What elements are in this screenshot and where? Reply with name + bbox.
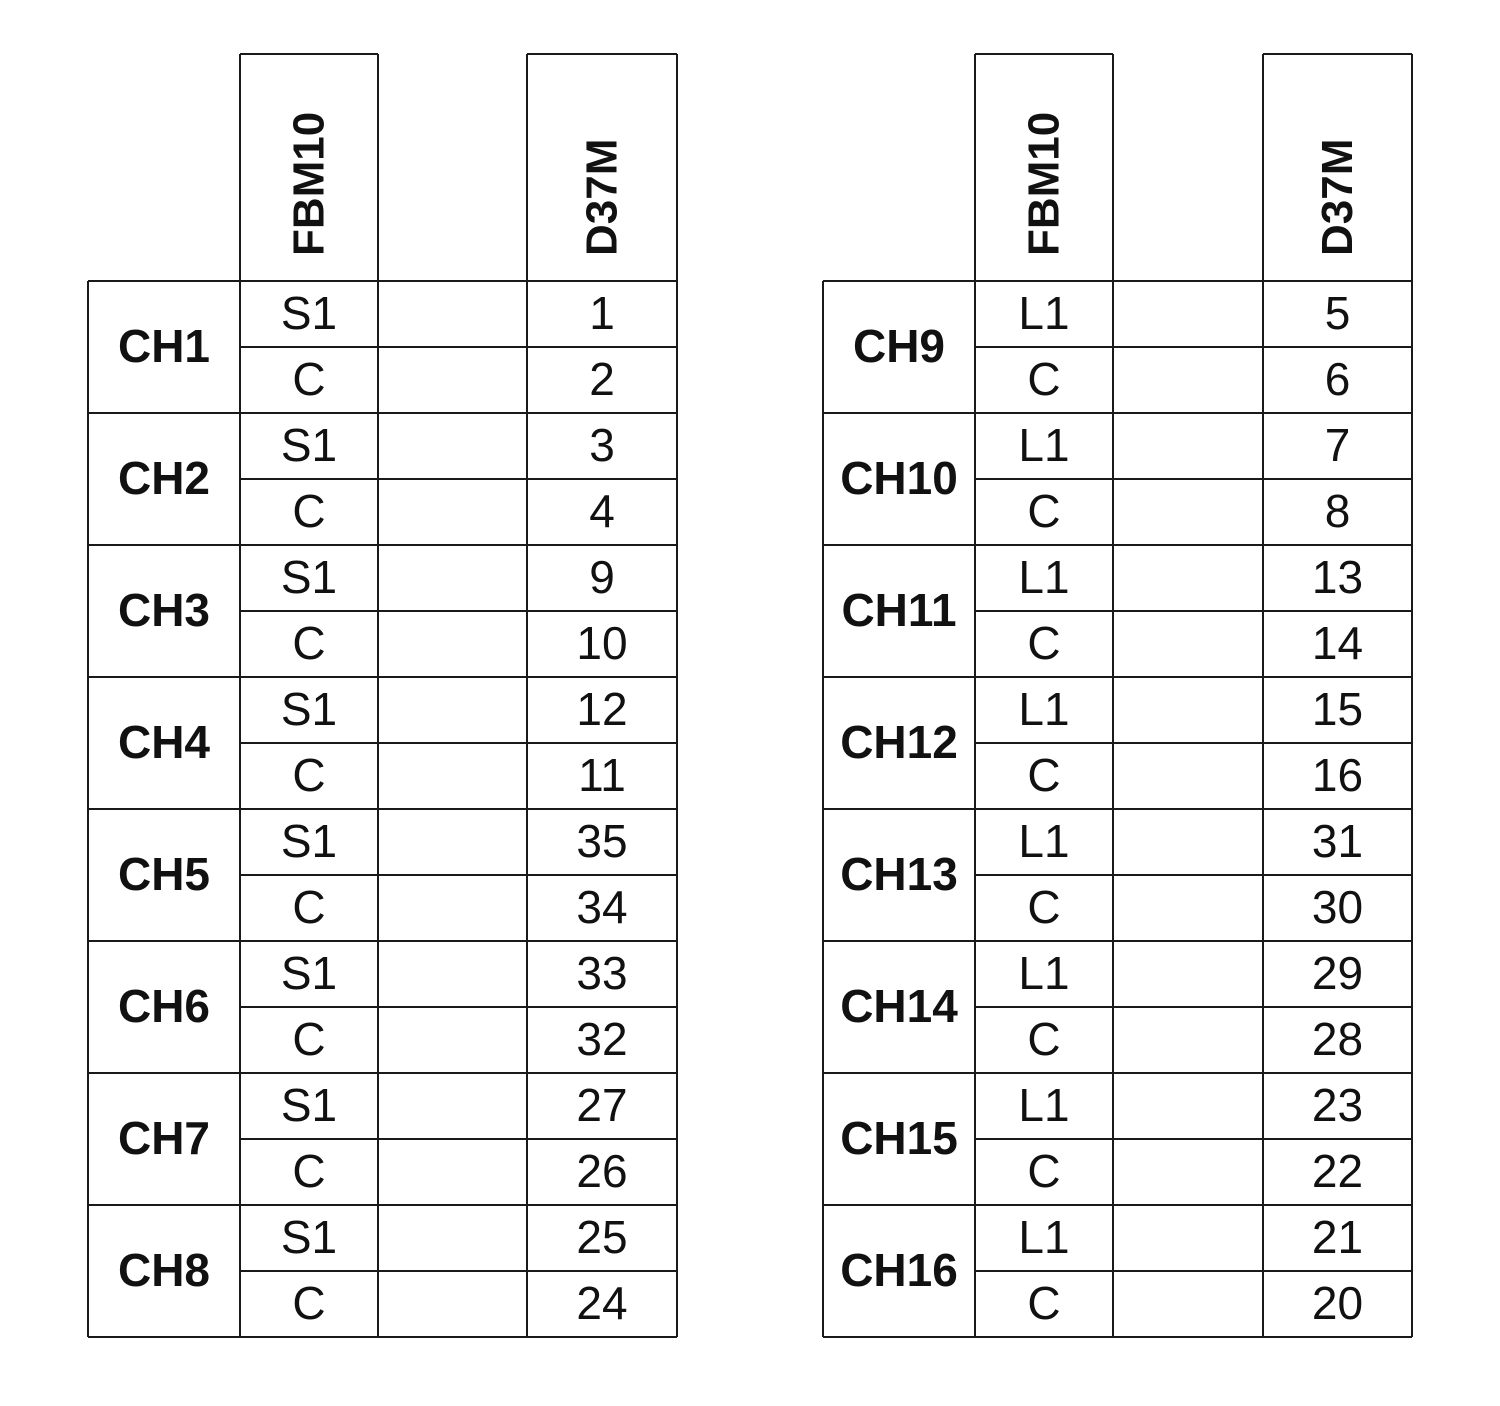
fbm10-terminal-cell: L1 <box>1018 287 1070 339</box>
channel-group <box>840 1079 1412 1197</box>
table-row <box>292 1145 627 1197</box>
fbm10-terminal-cell: C <box>292 881 326 933</box>
channel-label: CH13 <box>840 848 958 900</box>
table-row <box>240 287 677 347</box>
table-row <box>240 1079 677 1139</box>
table-row <box>292 1277 627 1329</box>
d37m-pin-cell: 5 <box>1324 287 1351 339</box>
d37m-pin-cell: 24 <box>576 1277 628 1329</box>
d37m-pin-cell: 26 <box>576 1145 628 1197</box>
fbm10-terminal-cell: C <box>1027 1145 1061 1197</box>
pinout-table-1 <box>88 54 677 1337</box>
pinout-table-2 <box>823 54 1412 1337</box>
channel-group <box>118 1211 677 1329</box>
fbm10-terminal-cell: C <box>1027 749 1061 801</box>
d37m-pin-cell: 11 <box>578 749 626 801</box>
table-row <box>1027 881 1363 933</box>
d37m-pin-cell: 22 <box>1311 1145 1364 1197</box>
fbm10-terminal-cell: C <box>292 617 326 669</box>
channel-label: CH11 <box>841 584 957 636</box>
table-row <box>1027 1277 1363 1329</box>
fbm10-terminal-cell: S1 <box>280 683 338 735</box>
table-row <box>292 881 627 933</box>
channel-group <box>118 419 677 537</box>
fbm10-terminal-cell: C <box>1027 617 1061 669</box>
channel-label: CH15 <box>840 1112 958 1164</box>
fbm10-terminal-cell: C <box>1027 881 1061 933</box>
fbm10-terminal-cell: L1 <box>1018 947 1070 999</box>
d37m-header-label: D37M <box>577 138 627 256</box>
channel-group <box>841 551 1412 669</box>
table-row <box>975 1079 1412 1139</box>
d37m-header-label: D37M <box>1313 138 1362 256</box>
d37m-pin-cell: 12 <box>576 683 628 735</box>
table-row <box>292 485 614 537</box>
table-row <box>292 617 627 669</box>
fbm10-terminal-cell: C <box>292 353 326 405</box>
d37m-pin-cell: 6 <box>1324 353 1351 405</box>
d37m-pin-cell: 16 <box>1311 749 1364 801</box>
d37m-pin-cell: 3 <box>589 419 615 471</box>
fbm10-terminal-cell: C <box>292 749 326 801</box>
d37m-pin-cell: 2 <box>589 353 615 405</box>
d37m-pin-cell: 4 <box>589 485 615 537</box>
table-row <box>975 1211 1412 1271</box>
d37m-pin-cell: 1 <box>589 287 615 339</box>
d37m-pin-cell: 21 <box>1311 1211 1364 1263</box>
channel-group <box>118 551 677 669</box>
table-row <box>1027 749 1363 801</box>
table-row <box>240 947 677 1007</box>
channel-label: CH10 <box>840 452 958 504</box>
channel-label: CH12 <box>840 716 958 768</box>
fbm10-terminal-cell: L1 <box>1018 419 1070 471</box>
fbm10-terminal-cell: C <box>292 1013 326 1065</box>
table-row <box>292 353 614 405</box>
table-row <box>1027 1013 1363 1065</box>
table-row <box>240 1211 677 1271</box>
d37m-pin-cell: 30 <box>1311 881 1364 933</box>
table-row <box>1027 485 1350 537</box>
channel-group <box>118 815 677 933</box>
channel-group <box>840 419 1412 537</box>
fbm10-terminal-cell: S1 <box>280 1211 338 1263</box>
table-row <box>240 683 677 743</box>
channel-label: CH16 <box>840 1244 958 1296</box>
channel-group <box>840 1211 1412 1329</box>
channel-group <box>118 947 677 1065</box>
d37m-pin-cell: 23 <box>1311 1079 1364 1131</box>
d37m-pin-cell: 25 <box>576 1211 628 1263</box>
fbm10-terminal-cell: L1 <box>1018 1211 1070 1263</box>
channel-group <box>840 947 1412 1065</box>
d37m-pin-cell: 14 <box>1311 617 1364 669</box>
d37m-pin-cell: 28 <box>1311 1013 1364 1065</box>
fbm10-terminal-cell: C <box>292 1277 326 1329</box>
fbm10-terminal-cell: C <box>1027 1013 1061 1065</box>
table-row <box>975 815 1412 875</box>
table-row <box>975 551 1412 611</box>
d37m-pin-cell: 29 <box>1311 947 1364 999</box>
d37m-pin-cell: 34 <box>576 881 628 933</box>
fbm10-terminal-cell: S1 <box>280 815 338 867</box>
table-row <box>1027 617 1363 669</box>
table-row <box>292 1013 627 1065</box>
fbm10-terminal-cell: L1 <box>1018 551 1070 603</box>
channel-label: CH14 <box>840 980 958 1032</box>
d37m-pin-cell: 9 <box>589 551 615 603</box>
channel-group <box>840 683 1412 801</box>
table-row <box>975 419 1412 479</box>
channel-group <box>840 815 1412 933</box>
fbm10-terminal-cell: S1 <box>280 419 338 471</box>
d37m-pin-cell: 13 <box>1311 551 1364 603</box>
fbm10-terminal-cell: C <box>1027 485 1061 537</box>
d37m-pin-cell: 27 <box>576 1079 628 1131</box>
fbm-header-label: FBM10 <box>1019 111 1069 256</box>
table-row <box>975 287 1412 347</box>
fbm10-terminal-cell: C <box>292 1145 326 1197</box>
fbm10-terminal-cell: L1 <box>1018 683 1070 735</box>
d37m-pin-cell: 15 <box>1311 683 1364 735</box>
channel-group <box>118 1079 677 1197</box>
table-row <box>1027 353 1350 405</box>
fbm10-terminal-cell: S1 <box>280 287 338 339</box>
channel-label: CH2 <box>117 452 211 504</box>
d37m-pin-cell: 20 <box>1311 1277 1364 1329</box>
channel-label: CH3 <box>117 584 211 636</box>
table-row <box>240 419 677 479</box>
channel-group <box>853 287 1412 405</box>
channel-label: CH1 <box>117 320 211 372</box>
d37m-pin-cell: 8 <box>1324 485 1351 537</box>
fbm10-terminal-cell: C <box>1027 353 1061 405</box>
table-row <box>1027 1145 1363 1197</box>
table-row <box>240 551 677 611</box>
channel-label: CH6 <box>117 980 211 1032</box>
fbm10-terminal-cell: S1 <box>280 551 338 603</box>
d37m-pin-cell: 35 <box>576 815 628 867</box>
fbm10-terminal-cell: L1 <box>1018 815 1070 867</box>
channel-label: CH7 <box>117 1112 211 1164</box>
fbm10-terminal-cell: S1 <box>280 1079 338 1131</box>
channel-label: CH4 <box>117 716 211 768</box>
fbm10-terminal-cell: C <box>292 485 326 537</box>
channel-label: CH9 <box>852 320 946 372</box>
fbm10-terminal-cell: C <box>1027 1277 1061 1329</box>
fbm10-terminal-cell: S1 <box>280 947 338 999</box>
table-row <box>975 683 1412 743</box>
fbm10-terminal-cell: L1 <box>1018 1079 1070 1131</box>
channel-group <box>118 683 677 801</box>
table-row <box>292 749 626 801</box>
table-row <box>240 815 677 875</box>
d37m-pin-cell: 32 <box>576 1013 628 1065</box>
channel-label: CH8 <box>117 1244 211 1296</box>
d37m-pin-cell: 33 <box>576 947 628 999</box>
table-row <box>975 947 1412 1007</box>
fbm-header-label: FBM10 <box>284 111 334 256</box>
d37m-pin-cell: 10 <box>576 617 628 669</box>
channel-group <box>118 287 677 405</box>
channel-label: CH5 <box>117 848 211 900</box>
d37m-pin-cell: 7 <box>1324 419 1351 471</box>
d37m-pin-cell: 31 <box>1311 815 1364 867</box>
